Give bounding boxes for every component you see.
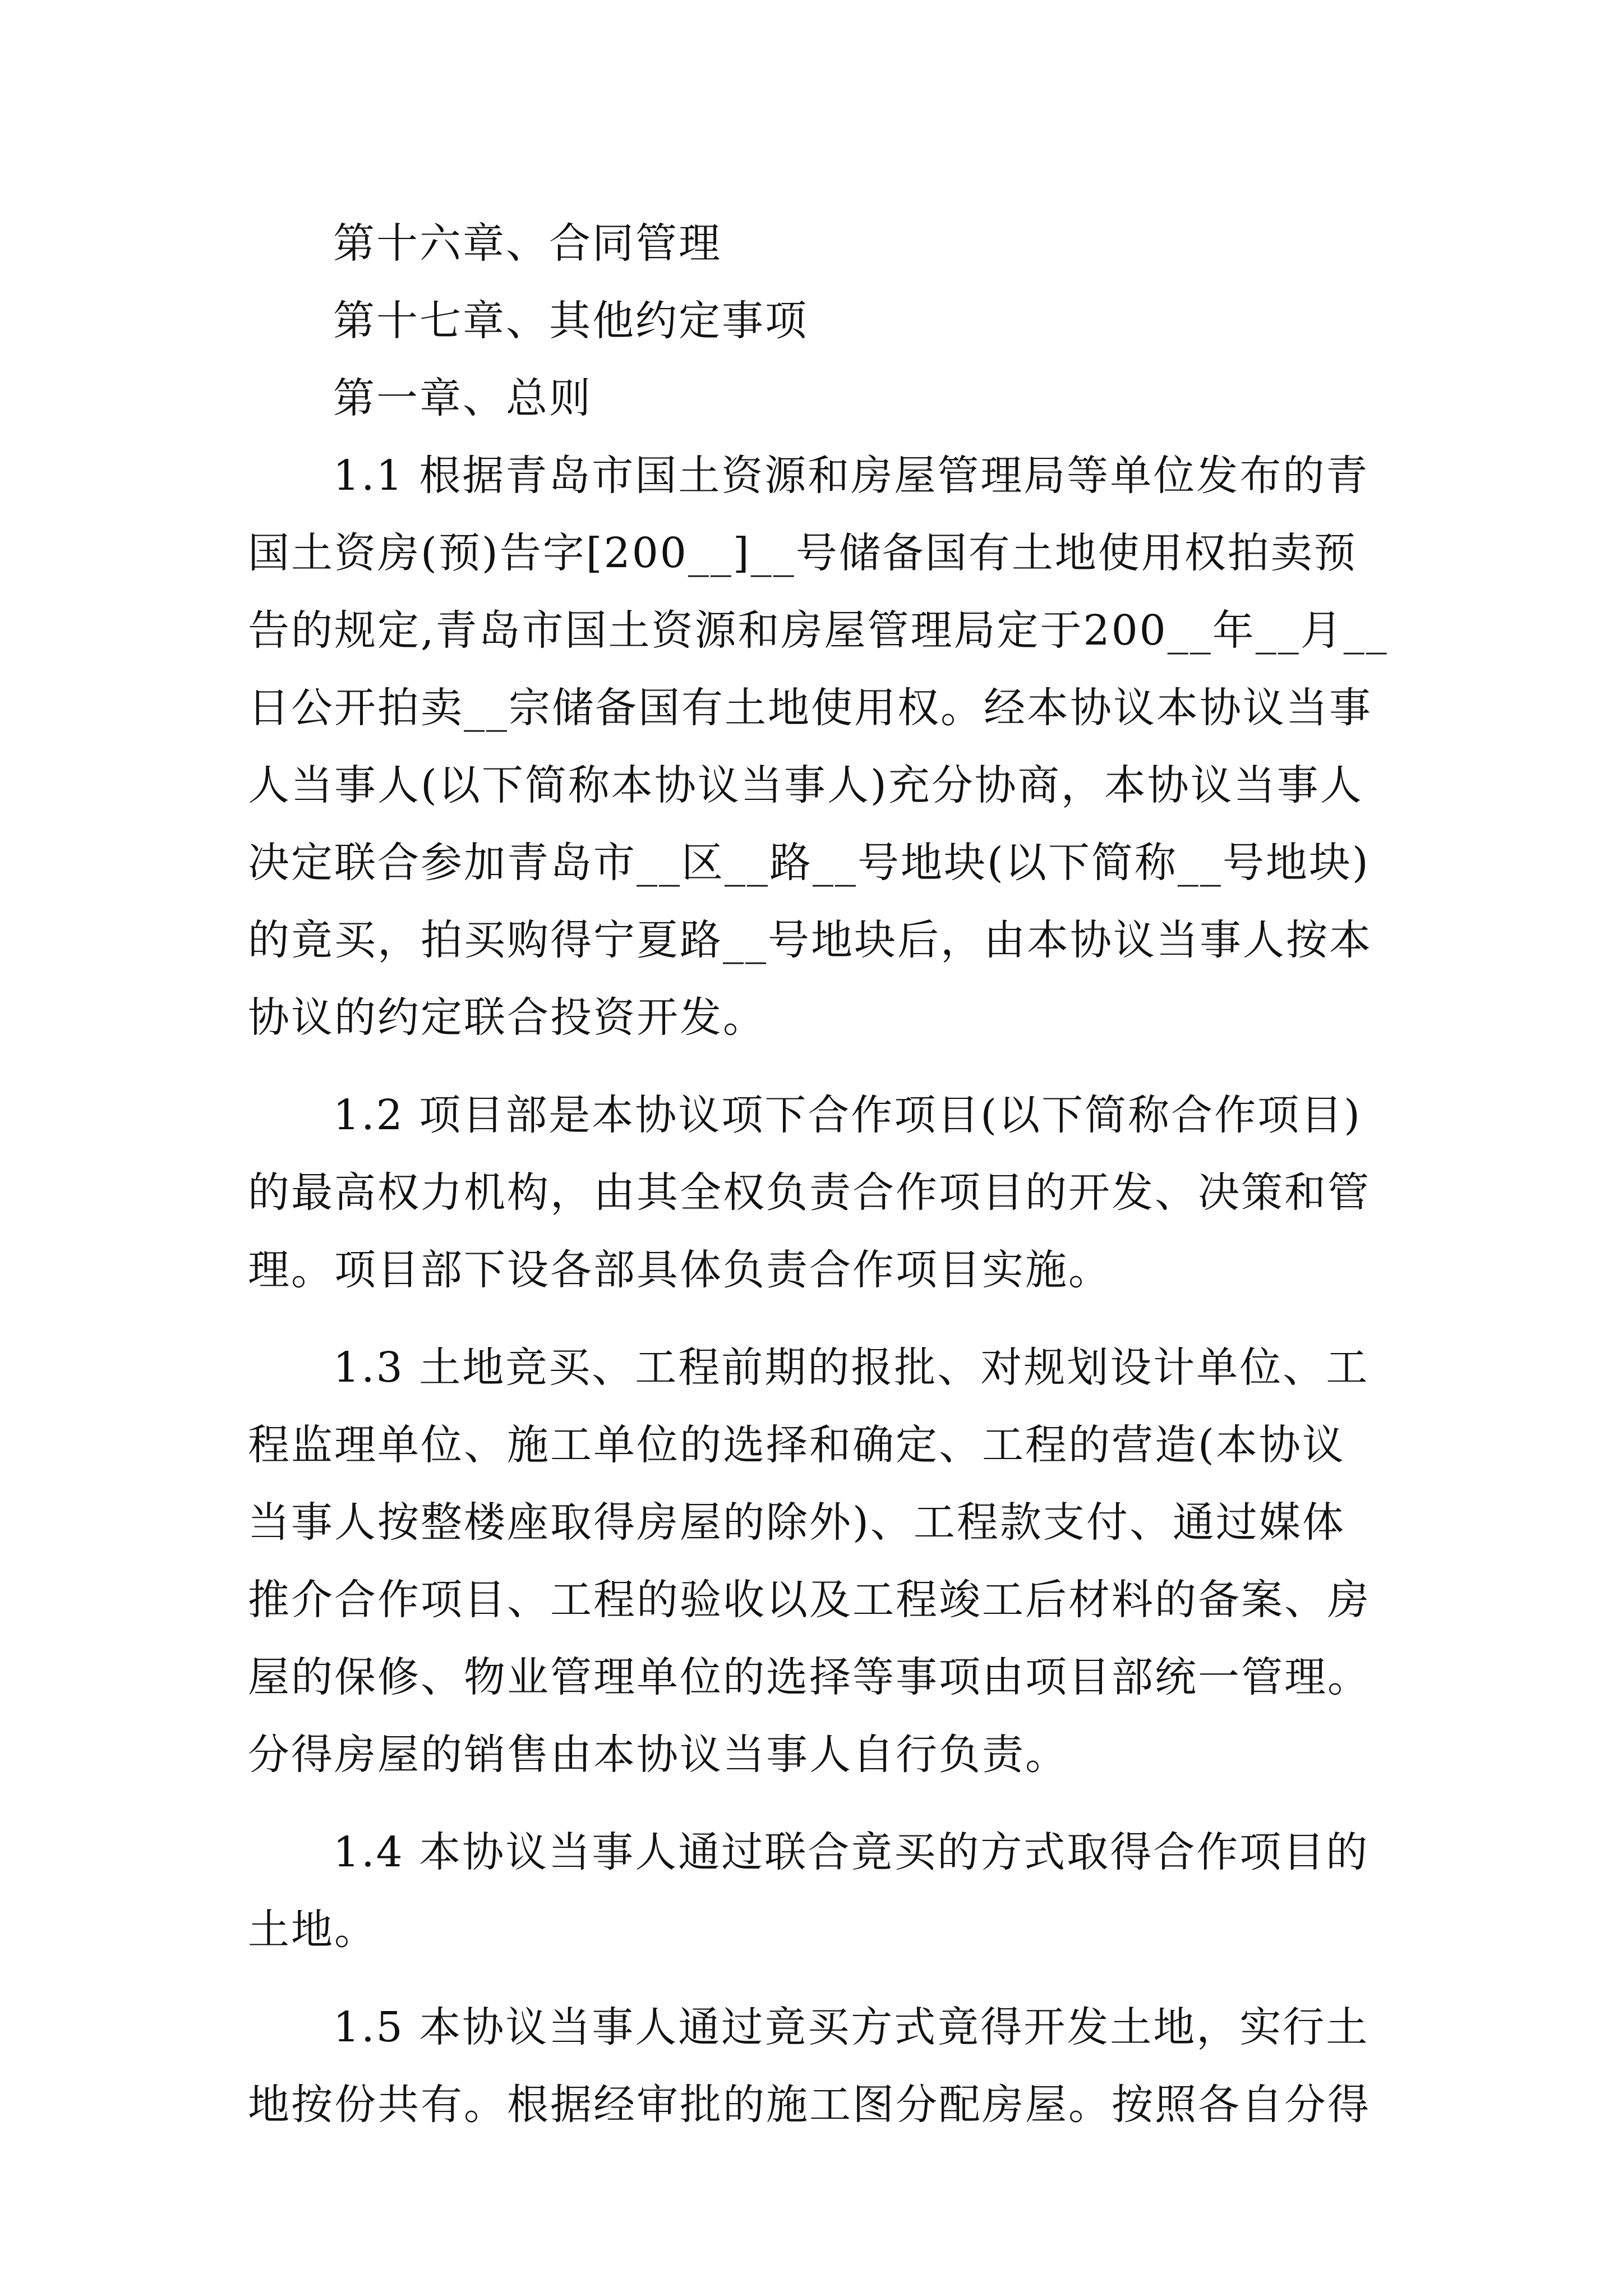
chapter-heading-17: 第十七章、其他约定事项 [333, 297, 808, 345]
paragraph-line: 程监理单位、施工单位的选择和确定、工程的营造(本协议 [248, 1421, 1345, 1469]
paragraph-line: 土地。 [248, 1906, 377, 1954]
paragraph-line: 1.1 根据青岛市国土资源和房屋管理局等单位发布的青 [333, 452, 1370, 500]
paragraph-line: 协议的约定联合投资开发。 [248, 993, 766, 1042]
chapter-heading-1: 第一章、总则 [333, 374, 592, 422]
paragraph-1-5 [248, 1989, 1376, 2143]
paragraph-line: 的竟买，拍买购得宁夏路__号地块后，由本协议当事人按本 [248, 916, 1372, 964]
paragraph-line: 国土资房(预)告字[200__]__号储备国有土地使用权拍卖预 [248, 529, 1357, 577]
paragraph-line: 告的规定,青岛市国土资源和房屋管理局定于200__年__月__ [248, 606, 1389, 655]
paragraph-line: 当事人按整楼座取得房屋的除外)、工程款支付、通过媒体 [248, 1498, 1345, 1547]
document-body [248, 205, 1389, 2164]
chapter-heading-16: 第十六章、合同管理 [333, 219, 722, 268]
paragraph-line: 1.2 项目部是本协议项下合作项目(以下简称合作项目) [333, 1091, 1362, 1139]
paragraph-1-1 [248, 437, 1389, 1056]
paragraph-line: 人当事人(以下简称本协议当事人)充分协商，本协议当事人 [248, 761, 1363, 809]
paragraph-line: 推介合作项目、工程的验收以及工程竣工后材料的备案、房 [248, 1576, 1371, 1624]
paragraph-line: 分得房屋的销售由本协议当事人自行负责。 [248, 1731, 1068, 1779]
paragraph-line: 的最高权力机构，由其全权负责合作项目的开发、决策和管 [248, 1168, 1371, 1217]
paragraph-1-2 [248, 1076, 1376, 1309]
paragraph-line: 1.4 本协议当事人通过联合竟买的方式取得合作项目的 [333, 1828, 1370, 1876]
paragraph-1-3 [248, 1329, 1376, 1793]
paragraph-line: 屋的保修、物业管理单位的选择等事项由项目部统一管理。 [248, 1653, 1371, 1701]
paragraph-line: 日公开拍卖__宗储备国有土地使用权。经本协议本协议当事 [248, 684, 1372, 732]
paragraph-1-4 [248, 1814, 1376, 1968]
paragraph-line: 地按份共有。根据经审批的施工图分配房屋。按照各自分得 [248, 2081, 1371, 2129]
paragraph-line: 1.3 土地竞买、工程前期的报批、对规划设计单位、工 [333, 1343, 1370, 1392]
paragraph-line: 1.5 本协议当事人通过竟买方式竟得开发土地，实行土 [333, 2003, 1370, 2051]
paragraph-line: 理。项目部下设各部具体负责合作项目实施。 [248, 1246, 1112, 1294]
paragraph-line: 决定联合参加青岛市__区__路__号地块(以下简称__号地块) [248, 839, 1370, 887]
